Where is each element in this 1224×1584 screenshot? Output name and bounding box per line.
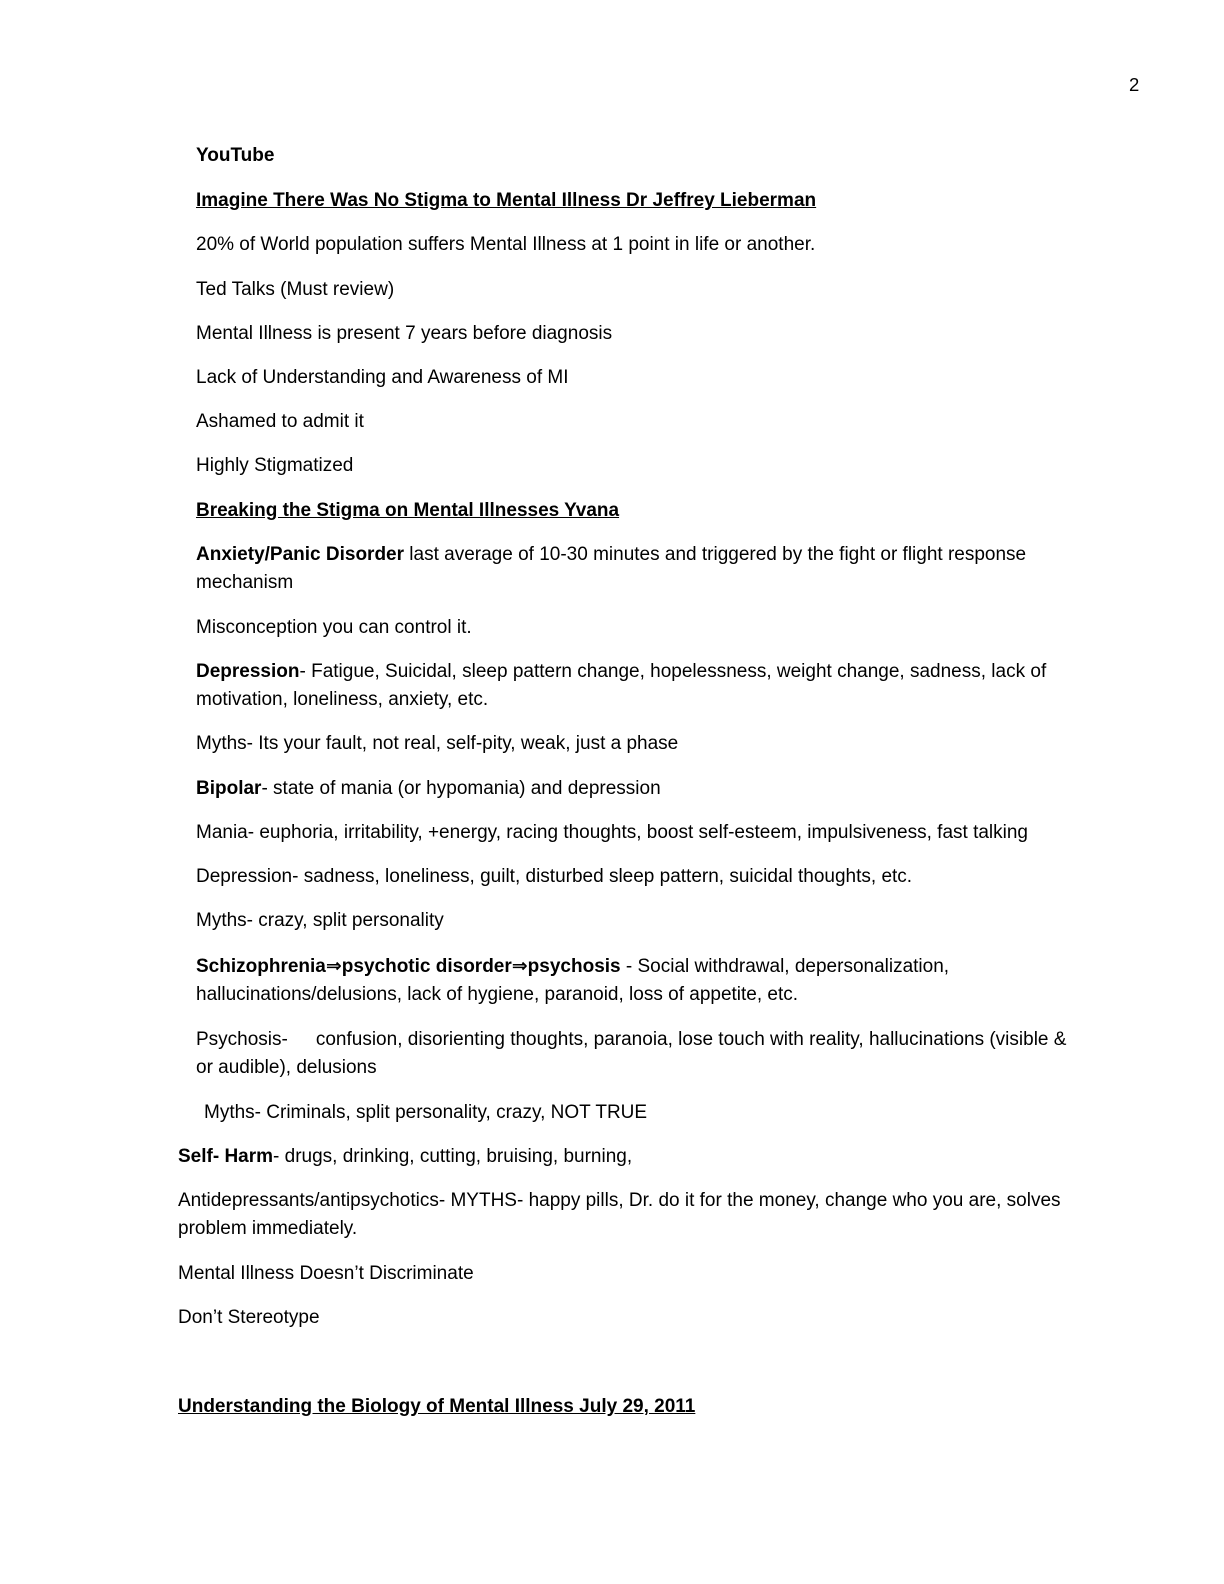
schizophrenia-description: - Social withdrawal, depersonalization, [620,956,950,977]
psychosis-label: Psychosis- [196,1029,288,1050]
paragraph-psychosis-continued: or audible), delusions [196,1057,377,1078]
psychosis-description: confusion, disorienting thoughts, paranoia, lose touch with reality, hallucinations (visible & [315,1029,1067,1050]
bipolar-description: - state of mania (or hypomania) and depression [261,778,661,799]
note-misconception: Misconception you can control it. [196,617,472,638]
note-stigmatized: Highly Stigmatized [196,455,354,476]
note-myths-depression: Myths- Its your fault, not real, self-pity, weak, just a phase [196,733,679,754]
paragraph-psychosis [196,1026,1066,1054]
section-label-youtube: YouTube [196,145,275,166]
note-seven-years: Mental Illness is present 7 years before diagnosis [196,323,613,344]
note-myths-bipolar: Myths- crazy, split personality [196,910,444,931]
note-ashamed: Ashamed to admit it [196,411,364,432]
page-number: 2 [1129,74,1140,95]
term-depression: Depression [196,661,300,682]
paragraph-self-harm [178,1143,632,1171]
self-harm-description: - drugs, drinking, cutting, bruising, burning, [273,1146,633,1167]
paragraph-depression [196,658,1046,686]
note-world-population: 20% of World population suffers Mental Illness at 1 point in life or another. [196,234,816,255]
paragraph-anxiety-continued: mechanism [196,572,294,593]
anxiety-description: last average of 10-30 minutes and triggered by the fight or flight response [404,544,1027,565]
note-depression-symptoms: Depression- sadness, loneliness, guilt, disturbed sleep pattern, suicidal thoughts, etc. [196,866,913,887]
note-ted-talks: Ted Talks (Must review) [196,279,395,300]
note-lack-understanding: Lack of Understanding and Awareness of MI [196,367,569,388]
paragraph-antidepressants-continued: problem immediately. [178,1218,358,1239]
note-no-discrimination: Mental Illness Doesn’t Discriminate [178,1263,474,1284]
paragraph-schizophrenia [196,953,949,981]
term-schizophrenia: Schizophrenia⇒psychotic disorder⇒psychosis [196,956,621,977]
note-mania: Mania- euphoria, irritability, +energy, racing thoughts, boost self-esteem, impulsiveness, fast talking [196,822,1029,843]
heading-yvana: Breaking the Stigma on Mental Illnesses Yvana [196,500,620,521]
heading-lieberman: Imagine There Was No Stigma to Mental Illness Dr Jeffrey Lieberman [196,190,817,211]
note-myths-criminals: Myths- Criminals, split personality, crazy, NOT TRUE [204,1102,648,1123]
heading-biology: Understanding the Biology of Mental Illness July 29, 2011 [178,1396,696,1417]
term-self-harm: Self- Harm [178,1146,274,1167]
paragraph-antidepressants: Antidepressants/antipsychotics- MYTHS- happy pills, Dr. do it for the money, change who you are, solves [178,1190,1061,1211]
paragraph-anxiety [196,541,1026,569]
term-bipolar: Bipolar [196,778,262,799]
paragraph-schizophrenia-continued: hallucinations/delusions, lack of hygiene, paranoid, loss of appetite, etc. [196,984,799,1005]
note-stereotype: Don’t Stereotype [178,1307,320,1328]
paragraph-depression-continued: motivation, loneliness, anxiety, etc. [196,689,489,710]
term-anxiety: Anxiety/Panic Disorder [196,544,405,565]
depression-description: - Fatigue, Suicidal, sleep pattern change, hopelessness, weight change, sadness, lack of [299,661,1047,682]
paragraph-bipolar [196,775,661,803]
